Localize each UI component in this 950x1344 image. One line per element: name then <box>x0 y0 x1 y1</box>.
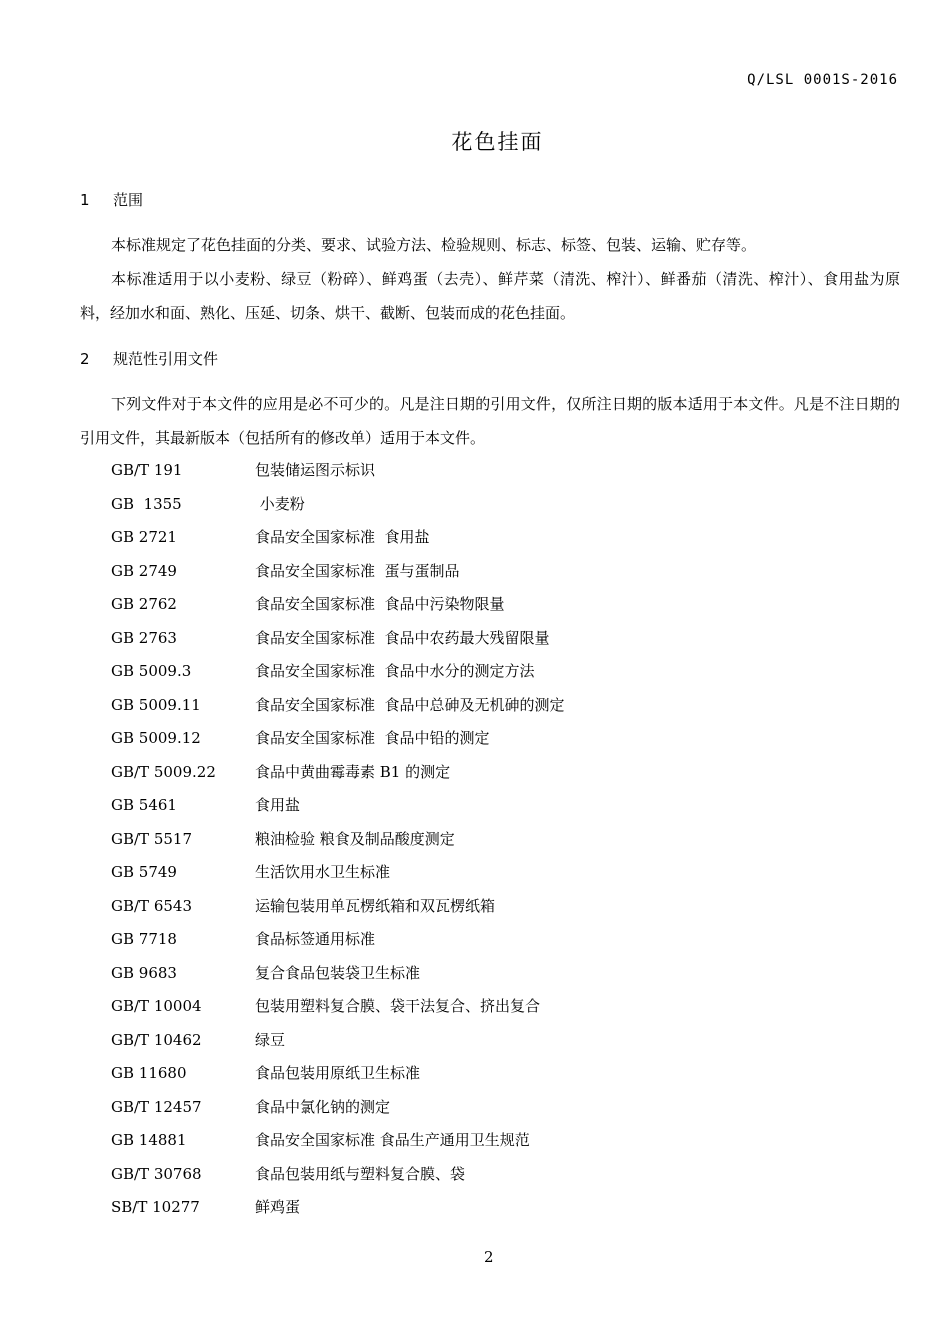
reference-item <box>111 756 565 790</box>
reference-code: GB 9683 <box>111 963 177 982</box>
reference-code: GB/T 191 <box>111 461 183 479</box>
section-number: 2 <box>80 350 90 368</box>
reference-code: GB/T 6543 <box>111 896 193 915</box>
reference-code: GB 14881 <box>111 1131 187 1149</box>
reference-item <box>111 856 565 890</box>
scope-paragraph-1: 本标准规定了花色挂面的分类、要求、试验方法、检验规则、标志、标签、包装、运输、贮存等。 <box>111 236 757 254</box>
reference-title: 食品安全国家标准 食品中农药最大残留限量 <box>255 628 550 647</box>
reference-item <box>111 1191 565 1225</box>
document-title: 花色挂面 <box>451 130 544 154</box>
reference-title: 小麦粉 <box>255 494 305 513</box>
page-number: 2 <box>484 1248 494 1266</box>
reference-title: 食品安全国家标准 食用盐 <box>255 528 430 546</box>
standard-code: Q/LSL 0001S-2016 <box>747 72 898 88</box>
reference-title: 食品安全国家标准 食品生产通用卫生规范 <box>255 1131 530 1149</box>
reference-title: 食品安全国家标准 食品中总砷及无机砷的测定 <box>255 695 565 714</box>
reference-item <box>111 1091 565 1125</box>
reference-title: 食品包装用纸与塑料复合膜、袋 <box>255 1164 466 1183</box>
reference-item <box>111 789 565 823</box>
reference-title: 食品中氯化钠的测定 <box>255 1097 391 1116</box>
reference-code: GB 5009.11 <box>111 695 201 714</box>
reference-code: GB 2763 <box>111 628 177 647</box>
reference-title: 食品安全国家标准 蛋与蛋制品 <box>255 561 460 580</box>
section-number: 1 <box>80 191 90 209</box>
reference-item <box>111 1057 565 1091</box>
reference-item <box>111 990 565 1024</box>
reference-code: GB 1355 <box>111 494 182 513</box>
reference-title: 包装用塑料复合膜、袋干法复合、挤出复合 <box>255 997 541 1015</box>
reference-item <box>111 823 565 857</box>
reference-code: GB/T 5517 <box>111 829 193 848</box>
reference-item <box>111 722 565 756</box>
reference-item <box>111 588 565 622</box>
reference-item <box>111 923 565 957</box>
section-heading-scope <box>80 189 143 210</box>
section-title: 规范性引用文件 <box>113 350 219 368</box>
reference-title: 食品标签通用标准 <box>255 930 376 948</box>
reference-item <box>111 521 565 555</box>
reference-code: GB 11680 <box>111 1064 187 1082</box>
reference-code: GB 2762 <box>111 595 177 613</box>
reference-item <box>111 1124 565 1158</box>
reference-item <box>111 1024 565 1058</box>
reference-title: 复合食品包装袋卫生标准 <box>255 963 421 982</box>
scope-paragraph-2: 本标准适用于以小麦粉、绿豆（粉碎）、鲜鸡蛋（去壳）、鲜芹菜（清洗、榨汁）、鲜番茄（清洗、榨汁）、食用盐为原料，经加水和面、熟化、压延、切条、烘干、截断、包装而成的花色挂面。 <box>80 270 900 322</box>
reference-code: GB 2721 <box>111 528 177 546</box>
reference-code: GB 7718 <box>111 930 177 948</box>
reference-code: GB/T 30768 <box>111 1164 202 1183</box>
reference-item <box>111 555 565 589</box>
reference-code: GB/T 10462 <box>111 1030 202 1049</box>
reference-title: 鲜鸡蛋 <box>255 1198 301 1216</box>
reference-title: 生活饮用水卫生标准 <box>255 863 391 881</box>
reference-title: 运输包装用单瓦楞纸箱和双瓦楞纸箱 <box>255 896 496 915</box>
reference-title: 绿豆 <box>255 1030 286 1049</box>
reference-list <box>111 454 565 1225</box>
reference-code: GB 2749 <box>111 561 177 580</box>
reference-item <box>111 689 565 723</box>
reference-item <box>111 454 565 488</box>
reference-code: GB 5009.3 <box>111 662 192 680</box>
reference-code: GB/T 12457 <box>111 1097 202 1116</box>
reference-title: 食品安全国家标准 食品中铅的测定 <box>255 729 490 747</box>
reference-item <box>111 890 565 924</box>
reference-code: GB 5749 <box>111 863 177 881</box>
reference-title: 食品包装用原纸卫生标准 <box>255 1064 421 1082</box>
references-intro-paragraph: 下列文件对于本文件的应用是必不可少的。凡是注日期的引用文件，仅所注日期的版本适用于本文件。凡是不注日期的引用文件，其最新版本（包括所有的修改单）适用于本文件。 <box>80 395 900 447</box>
reference-code: GB/T 10004 <box>111 997 202 1015</box>
reference-item <box>111 655 565 689</box>
reference-code: GB/T 5009.22 <box>111 762 216 781</box>
reference-code: SB/T 10277 <box>111 1198 200 1216</box>
reference-title: 食品中黄曲霉毒素 B1 的测定 <box>255 762 451 781</box>
reference-item <box>111 957 565 991</box>
reference-title: 食品安全国家标准 食品中污染物限量 <box>255 595 505 613</box>
reference-title: 粮油检验 粮食及制品酸度测定 <box>255 829 455 848</box>
reference-title: 食用盐 <box>255 796 301 814</box>
section-heading-normative-references <box>80 348 218 369</box>
reference-code: GB 5009.12 <box>111 729 201 747</box>
reference-title: 包装储运图示标识 <box>255 461 376 479</box>
reference-title: 食品安全国家标准 食品中水分的测定方法 <box>255 662 535 680</box>
reference-item <box>111 1158 565 1192</box>
section-title: 范围 <box>113 191 144 209</box>
reference-item <box>111 488 565 522</box>
reference-item <box>111 622 565 656</box>
reference-code: GB 5461 <box>111 796 177 814</box>
